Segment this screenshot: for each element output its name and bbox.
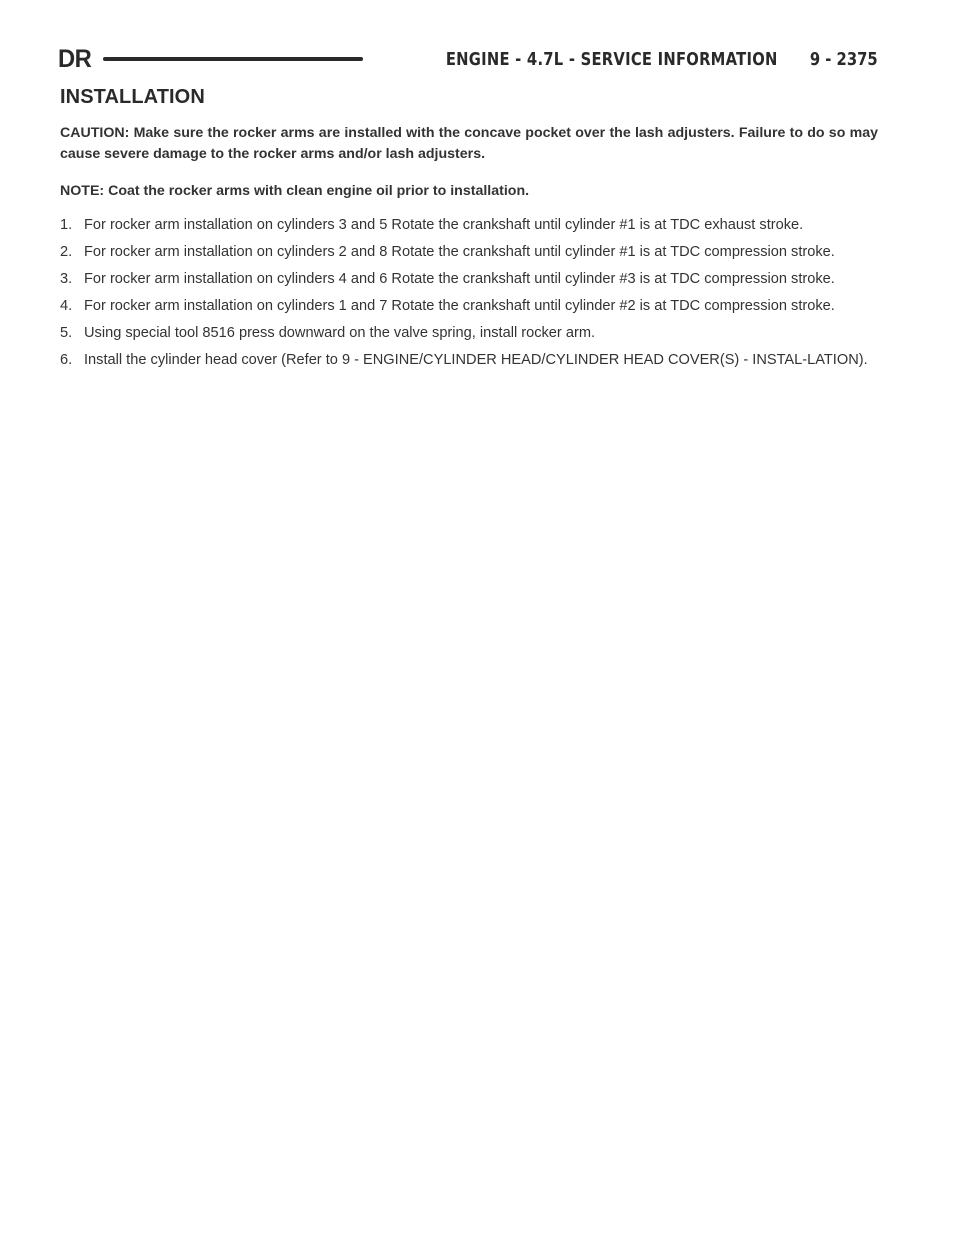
step-text: Using special tool 8516 press downward on the valve spring, install rocker arm. — [84, 325, 596, 341]
step-number: 5. — [60, 325, 73, 341]
page-header — [58, 44, 878, 74]
section-title: INSTALLATION — [60, 86, 205, 108]
step-number: 2. — [60, 244, 73, 260]
step-item — [60, 242, 878, 263]
header-dr-label: DR — [58, 44, 92, 73]
step-item — [60, 269, 878, 290]
caution-text: CAUTION: Make sure the rocker arms are installed with the concave pocket over the lash adjusters. Failure to do so may cause severe damage to the rocker arms and/or lash adjusters. — [60, 125, 878, 162]
step-text: For rocker arm installation on cylinders 4 and 6 Rotate the crankshaft until cylinder #3 is at TDC compression stroke. — [84, 271, 835, 287]
document-body — [60, 86, 878, 377]
step-item — [60, 296, 878, 317]
step-number: 1. — [60, 217, 73, 233]
step-item — [60, 323, 878, 344]
page-number: 9 - 2375 — [810, 48, 878, 70]
step-text: Install the cylinder head cover (Refer to 9 - ENGINE/CYLINDER HEAD/CYLINDER HEAD COVER(S) - INSTAL-LATION). — [84, 352, 868, 368]
step-number: 6. — [60, 352, 73, 368]
step-number: 3. — [60, 271, 73, 287]
header-rule — [103, 57, 363, 61]
step-item — [60, 215, 878, 236]
step-number: 4. — [60, 298, 73, 314]
header-title: ENGINE - 4.7L - SERVICE INFORMATION — [445, 48, 778, 70]
step-text: For rocker arm installation on cylinders 3 and 5 Rotate the crankshaft until cylinder #1 is at TDC exhaust stroke. — [84, 217, 804, 233]
note-text: NOTE: Coat the rocker arms with clean engine oil prior to installation. — [60, 183, 530, 199]
installation-steps — [60, 215, 878, 371]
step-text: For rocker arm installation on cylinders 2 and 8 Rotate the crankshaft until cylinder #1 is at TDC compression stroke. — [84, 244, 835, 260]
step-item — [60, 350, 878, 371]
step-text: For rocker arm installation on cylinders 1 and 7 Rotate the crankshaft until cylinder #2 is at TDC compression stroke. — [84, 298, 835, 314]
